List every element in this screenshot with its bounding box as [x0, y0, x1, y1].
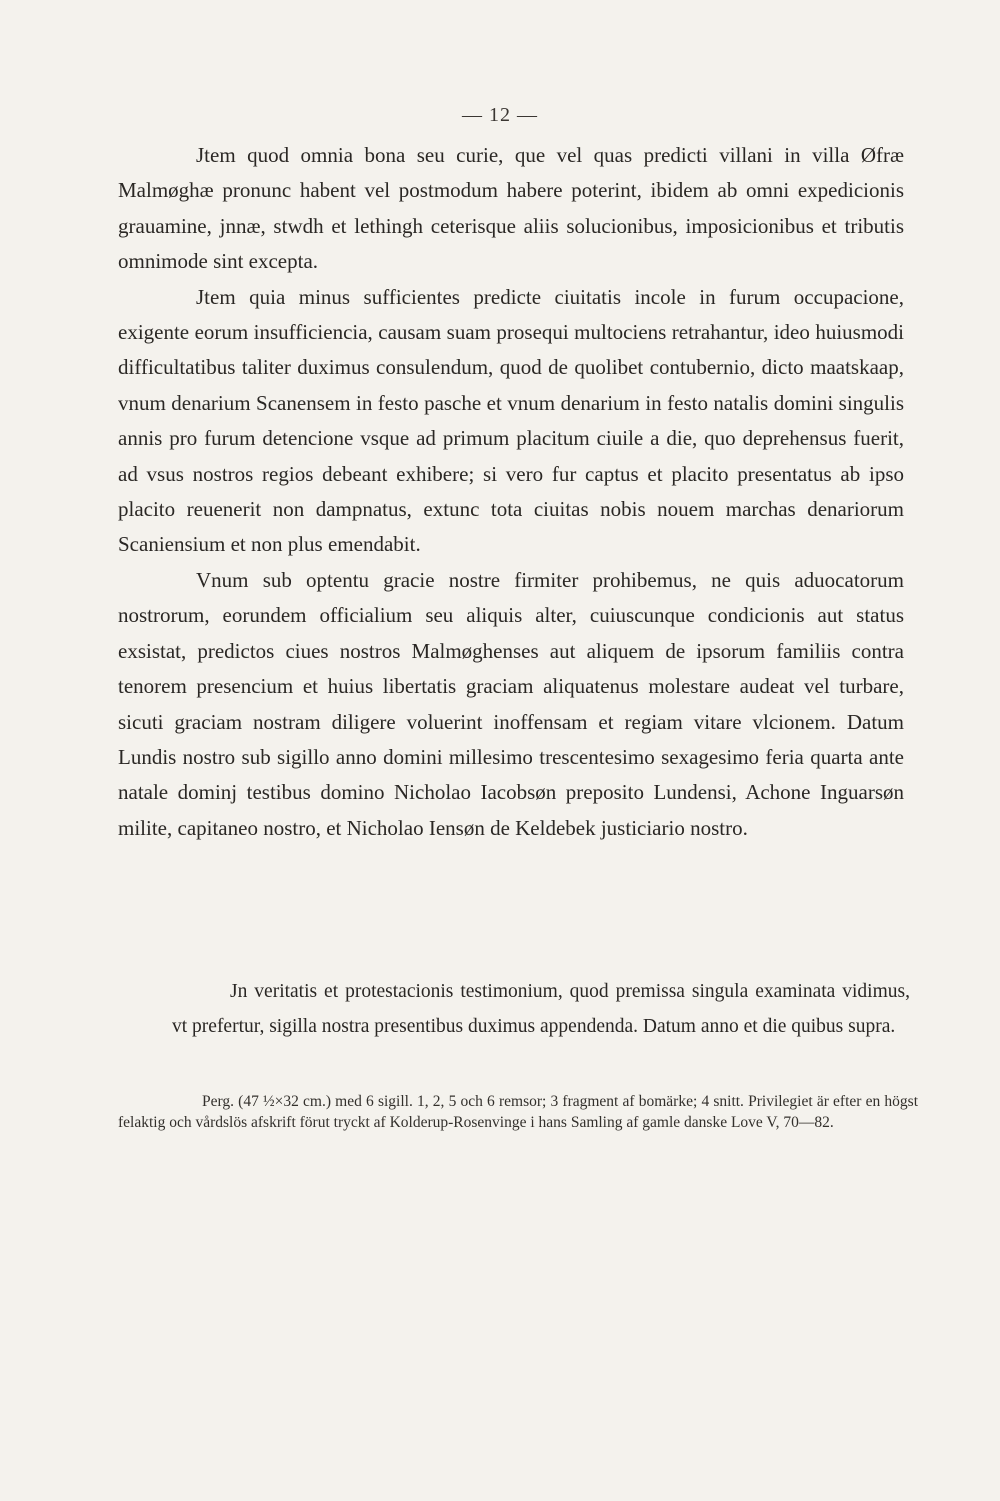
paragraph-1: Jtem quod omnia bona seu curie, que vel quas predicti villani in villa Øfræ Malmøghæ pronunc habent vel postmodum habere poterint, ibidem ab omni expedicionis grauamine, jnnæ, stwdh et lethingh ceterisque aliis solucionibus, imposicionibus et tributis omnimode sint excepta.	[118, 143, 904, 274]
closing-formula	[172, 974, 910, 1044]
archival-note-text: Perg. (47 ½×32 cm.) med 6 sigill. 1, 2, 5 och 6 remsor; 3 fragment af bomärke; 4 snitt. Privilegiet är efter en högst felaktig och vårdslös afskrift förut tryckt af Kolderup-Rosenvinge i hans Samling af gamle danske Love V, 70—82.	[118, 1093, 918, 1131]
paragraph-2: Jtem quia minus sufficientes predicte ciuitatis incole in furum occupacione, exigente eorum insufficiencia, causam suam prosequi multociens retrahantur, ideo huiusmodi difficultatibus taliter duximus consulendum, quod de quolibet contubernio, dicto maatskaap, vnum denarium Scanensem in festo pasche et vnum denarium in festo natalis domini singulis annis pro furum detencione vsque ad primum placitum ciuile a die, quo deprehensus fuerit, ad vsus nostros regios debeant exhibere; si vero fur captus et placito presentatus ab ipso placito reuenerit non dampnatus, extunc tota ciuitas nobis nouem marchas denariorum Scaniensium et non plus emendabit.	[118, 284, 904, 557]
page-number: — 12 —	[462, 104, 538, 126]
archival-note	[118, 1091, 918, 1133]
closing-paragraph: Jn veritatis et protestacionis testimonium, quod premissa singula examinata vidimus, vt prefertur, sigilla nostra presentibus duximus appendenda. Datum anno et die quibus supra.	[172, 981, 910, 1037]
paragraph-3: Vnum sub optentu gracie nostre firmiter prohibemus, ne quis aduocatorum nostrorum, eorundem officialium seu aliquis alter, cuiuscunque condicionis aut status exsistat, predictos ciues nostros Malmøghenses aut aliquem de ipsorum familiis contra tenorem presencium et huius libertatis graciam aliquatenus molestare audeat vel turbare, sicuti graciam nostram diligere voluerint inoffensam et regiam vitare vlcionem. Datum Lundis nostro sub sigillo anno domini millesimo trescentesimo sexagesimo feria quarta ante natale dominj testibus domino Nicholao Iacobsøn preposito Lundensi, Achone Inguarsøn milite, capitaneo nostro, et Nicholao Iensøn de Keldebek justiciario nostro.	[118, 567, 904, 840]
main-text	[118, 138, 904, 846]
